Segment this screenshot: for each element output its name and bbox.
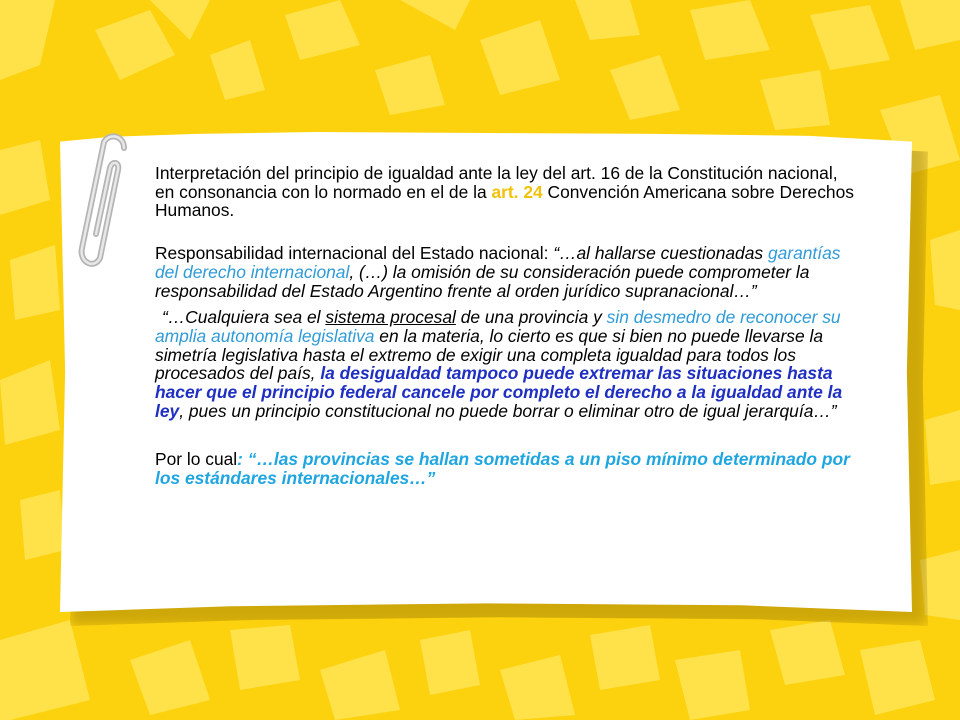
p3-bold-blue: la desigualdad tampoco puede extremar las situaciones hasta hacer que el principio federal cancele por completo el derecho a la igualdad ante la ley	[155, 363, 843, 421]
p3-c: en la materia, lo cierto es que si bien no puede llevarse la simetría legislativa hasta el extremo de exigir una completa igualdad para todos los procesados del país,	[155, 325, 824, 384]
p2-quote-a: “…al hallarse cuestionadas	[553, 243, 768, 264]
p2-quote-b: , (…) la omisión de su consideración puede comprometer la responsabilidad del Estado Argentino frente al orden jurídico supranacional…”	[155, 261, 810, 301]
bg-shape	[930, 230, 960, 310]
paragraph-quote-procesal	[155, 308, 860, 420]
bg-shape	[675, 650, 750, 720]
bg-shape	[0, 620, 90, 720]
bg-shape	[320, 650, 400, 720]
p3-d: , pues un principio constitucional no puede borrar o eliminar otro de igual jerarquía…”	[179, 400, 837, 421]
bg-shape	[590, 625, 660, 690]
bg-shape	[0, 360, 60, 445]
note-content	[155, 164, 860, 488]
paragraph-interpretation	[155, 164, 860, 220]
paragraph-conclusion	[155, 450, 860, 487]
paragraph-responsabilidad	[155, 244, 860, 300]
bg-shape	[900, 0, 960, 50]
p1-article-highlight: art. 24	[491, 181, 543, 202]
bg-shape	[95, 10, 175, 80]
bg-shape	[130, 640, 210, 715]
p2-quote-blue: garantías del derecho internacional	[155, 243, 841, 282]
bg-shape	[925, 410, 960, 485]
bg-shape	[690, 0, 770, 60]
bg-shape	[575, 0, 640, 40]
bg-shape	[0, 140, 50, 215]
bg-shape	[400, 0, 470, 30]
p2-label: Responsabilidad internacional del Estado nacional:	[155, 243, 554, 264]
bg-shape	[230, 625, 300, 690]
paperclip-icon	[74, 130, 138, 280]
p4-colon: :	[237, 449, 248, 470]
p1-text: Interpretación del principio de igualdad ante la ley del art. 16 de la Constitución nacional, en consonancia con lo normado en el de la	[155, 163, 838, 202]
p4-label: Por lo cual	[155, 449, 238, 470]
bg-shape	[860, 640, 935, 715]
bg-shape	[770, 620, 845, 685]
bg-shape	[760, 70, 830, 130]
bg-shape	[420, 630, 480, 695]
bg-shape	[610, 55, 680, 120]
p4-quote: “…las provincias se hallan sometidas a un piso mínimo determinado por los estándares internacionales…”	[155, 449, 850, 489]
p1-end: Convención Americana sobre Derechos Humanos.	[155, 181, 854, 221]
bg-shape	[285, 0, 360, 60]
bg-shape	[480, 20, 560, 95]
p3-a: “…Cualquiera sea el	[162, 307, 326, 328]
p3-underline: sistema procesal	[325, 307, 456, 328]
bg-shape	[10, 245, 60, 320]
bg-shape	[375, 55, 445, 115]
bg-shape	[0, 0, 55, 80]
bg-shape	[20, 490, 65, 560]
bg-shape	[210, 40, 265, 100]
p3-blue: sin desmedro de reconocer su amplia autonomía legislativa	[155, 307, 841, 346]
bg-shape	[500, 655, 575, 720]
p3-b: de una provincia y	[455, 307, 607, 328]
bg-shape	[810, 5, 890, 70]
